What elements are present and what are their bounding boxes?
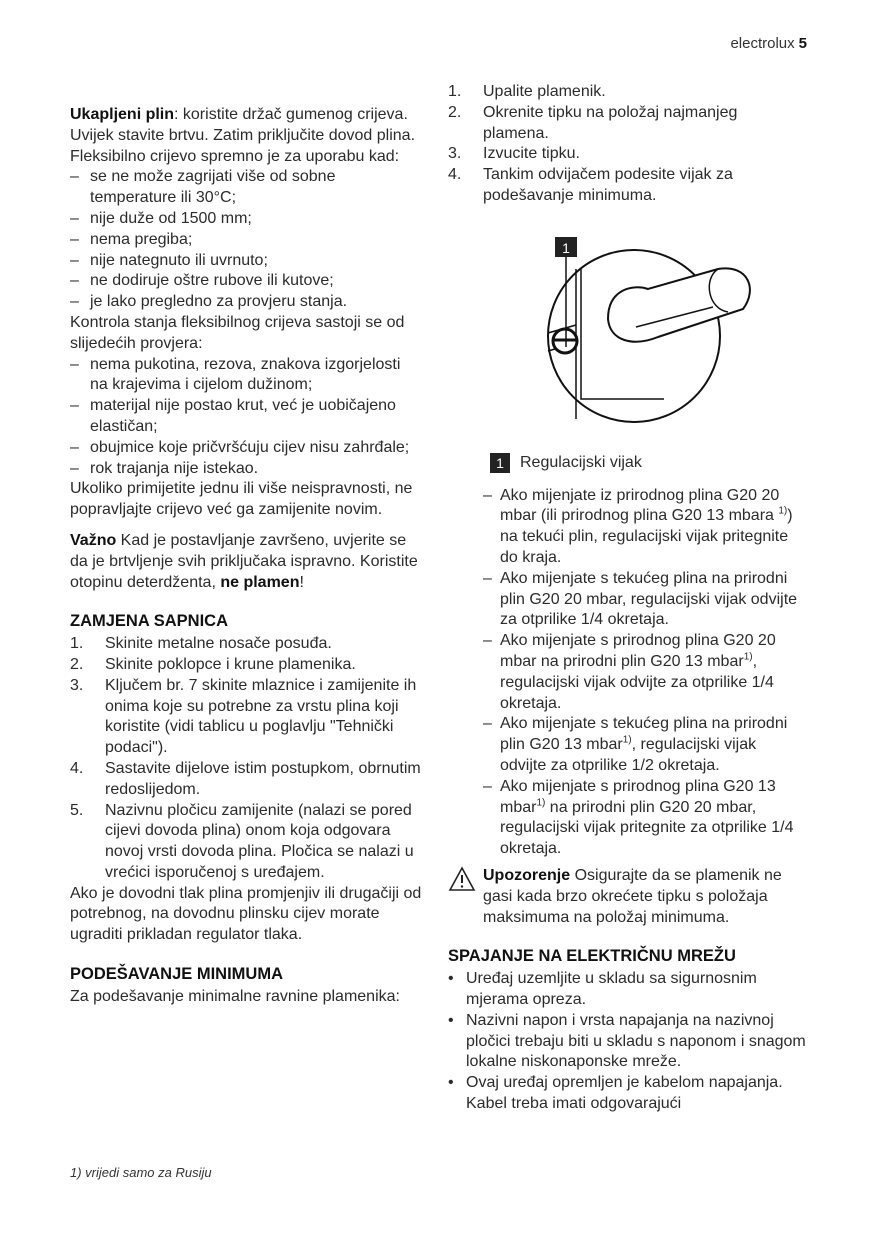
section-title-nozzles: ZAMJENA SAPNICA — [70, 612, 228, 631]
important-end: ! — [299, 573, 304, 591]
list-item: – nema pukotina, rezova, znakova izgorjelosti na krajevima i cijelom dužinom; — [70, 355, 422, 397]
warning-note — [448, 866, 806, 928]
right-column — [448, 82, 806, 1115]
list-item: – Ako mijenjate iz prirodnog plina G20 20 mbar (ili prirodnog plina G20 13 mbara $^{1)}$) na tekući plin, regulacijski vijak pritegnite do kraja. — [483, 486, 806, 569]
important-bold: Važno — [70, 531, 117, 549]
list-item: – rok trajanja nije istekao. — [70, 459, 422, 480]
section-title-minimum: PODEŠAVANJE MINIMUMA — [70, 965, 283, 984]
important-bold2: ne plamen — [220, 573, 300, 591]
list-item: – nije duže od 1500 mm; — [70, 209, 422, 230]
page-header — [730, 34, 807, 55]
checks-list — [70, 355, 422, 480]
list-item: 3. Ključem br. 7 skinite mlaznice i zamijenite ih onima koje su potrebne za vrstu plina koji koristite (vidi tablicu u poglavlju "Tehnički podaci"). — [70, 676, 417, 757]
important-note — [70, 531, 422, 593]
list-item: – se ne može zagrijati više od sobne temperature ili 30°C; — [70, 167, 422, 209]
caption-number-badge: 1 — [490, 453, 510, 473]
footnote: 1) vrijedi samo za Rusiju — [70, 1165, 212, 1180]
adjustment-list — [483, 486, 806, 860]
list-item: – Ako mijenjate s prirodnog plina G20 13 mbar$^{1)}$ na prirodni plin G20 20 mbar, regulacijski vijak pritegnite za otprilike 1/4 okretaja. — [483, 777, 806, 860]
warning-text: Osigurajte da se plamenik ne gasi kada brzo okrećete tipku s položaja maksimuma na položaj minimuma. — [483, 866, 782, 926]
nozzle-outro: Ako je dovodni tlak plina promjenjiv ili drugačiji od potrebnog, na dovodnu plinsku cijev morate ugraditi prikladan regulator tlaka. — [70, 884, 422, 944]
left-column — [70, 105, 422, 1008]
burner-knob-illustration — [448, 229, 806, 439]
figure-callout-label: 1 — [562, 239, 570, 256]
warning-bold: Upozorenje — [483, 866, 571, 884]
intro-bold: Ukapljeni plin — [70, 106, 175, 123]
conditions-list — [70, 167, 422, 313]
list-item: 4. Tankim odvijačem podesite vijak za podešavanje minimuma. — [448, 166, 733, 204]
intro-paragraph — [70, 105, 422, 167]
list-item: 2. Okrenite tipku na položaj najmanjeg plamena. — [448, 103, 738, 142]
list-item: – je lako pregledno za provjeru stanja. — [70, 292, 422, 313]
list-item: 2. Skinite poklopce i krune plamenika. — [70, 655, 356, 673]
list-item: – obujmice koje pričvršćuju cijev nisu zahrđale; — [70, 438, 422, 459]
section-title-electrical: SPAJANJE NA ELEKTRIČNU MREŽU — [448, 947, 736, 966]
list-item: – ne dodiruje oštre rubove ili kutove; — [70, 271, 422, 292]
electrical-list — [448, 969, 806, 1115]
caption-text: Regulacijski vijak — [520, 453, 642, 471]
list-item: 1. Skinite metalne nosače posuđa. — [70, 635, 332, 653]
list-item: – Ako mijenjate s prirodnog plina G20 20 mbar na prirodni plin G20 13 mbar$^{1)}$, regulacijski vijak odvijte za otprilike 1/4 okretaja. — [483, 631, 806, 714]
check-outro: Ukoliko primijetite jednu ili više neispravnosti, ne popravljajte crijevo već ga zamijenite novim. — [70, 480, 413, 519]
list-item: 3. Izvucite tipku. — [448, 145, 580, 163]
list-item: 1. Upalite plamenik. — [448, 83, 606, 100]
intro-text: : koristite držač gumenog crijeva. Uvijek stavite brtvu. Zatim priključite dovod plina. Fleksibilno crijevo spremno je za uporabu kad: — [70, 106, 416, 165]
warning-triangle-icon — [448, 866, 476, 892]
brand-name: electrolux — [730, 35, 795, 52]
list-item: – Ako mijenjate s tekućeg plina na prirodni plin G20 13 mbar$^{1)}$, regulacijski vijak odvijte za otprilike 1/2 okretaja. — [483, 714, 806, 776]
min-intro: Za podešavanje minimalne ravnine plamenika: — [70, 987, 400, 1005]
page-number: 5 — [798, 35, 807, 52]
list-item: – nije nategnuto ili uvrnuto; — [70, 251, 422, 272]
list-item: • Nazivni napon i vrsta napajanja na nazivnoj pločici trebaju biti u skladu s naponom i snagom lokalne niskonaponske mreže. — [448, 1011, 806, 1073]
list-item: – materijal nije postao krut, već je uobičajeno elastičan; — [70, 396, 422, 438]
list-item: • Uređaj uzemljite u skladu sa sigurnosnim mjerama opreza. — [448, 969, 806, 1011]
check-intro: Kontrola stanja fleksibilnog crijeva sastoji se od slijedećih provjera: — [70, 313, 405, 352]
minimum-steps — [448, 82, 806, 207]
list-item: – nema pregiba; — [70, 230, 422, 251]
list-item: 4. Sastavite dijelove istim postupkom, obrnutim redoslijedom. — [70, 759, 421, 798]
figure-caption — [490, 453, 806, 474]
list-item: – Ako mijenjate s tekućeg plina na prirodni plin G20 20 mbar, regulacijski vijak odvijte za otprilike 1/4 okretaja. — [483, 569, 806, 631]
list-item: 5. Nazivnu pločicu zamijenite (nalazi se pored cijevi dovoda plina) onom koja odgovara novoj vrsti dovoda plina. Pločica se nalazi u vrećici isporučenoj s uređajem. — [70, 801, 414, 881]
list-item: • Ovaj uređaj opremljen je kabelom napajanja. Kabel treba imati odgovarajući — [448, 1073, 806, 1115]
nozzle-steps — [70, 634, 422, 884]
important-text: Kad je postavljanje završeno, uvjerite se da je brtvljenje svih priključaka ispravno. Koristite otopinu deterdženta, — [70, 531, 418, 591]
